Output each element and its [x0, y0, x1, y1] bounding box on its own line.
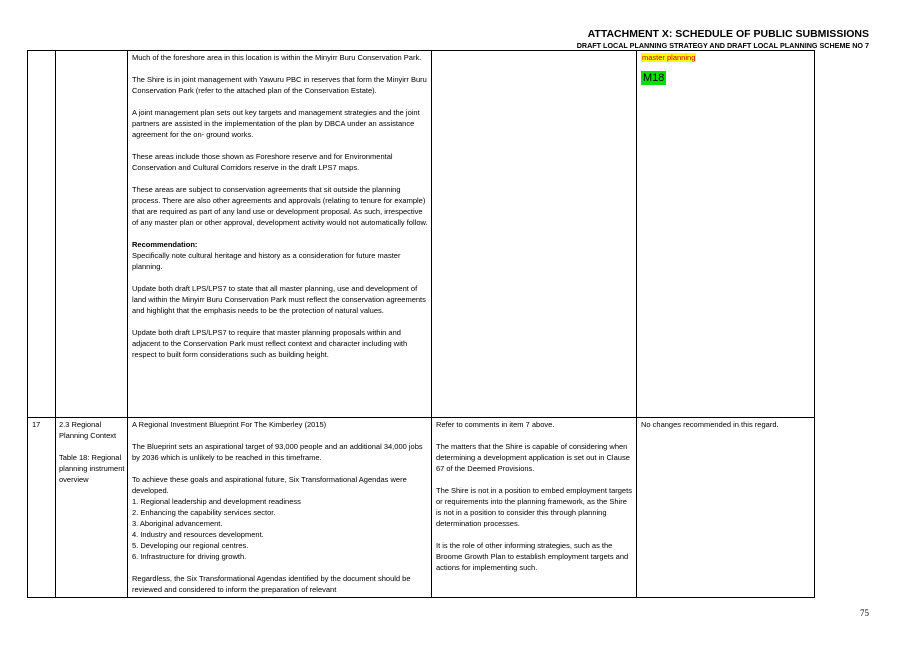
recommendation-paragraph: Update both draft LPS/LPS7 to state that all master planning, use and development of land within the Minyirr Buru Conservation Park must reflect the conservation agreements and highlight that the emphasis needs to be the protection of natural values.	[132, 284, 426, 315]
document-subtitle: DRAFT LOCAL PLANNING STRATEGY AND DRAFT LOCAL PLANNING SCHEME NO 7	[576, 41, 869, 50]
response-paragraph: Refer to comments in item 7 above.	[436, 420, 555, 429]
submission-title: A Regional Investment Blueprint For The Kimberley (2015)	[132, 420, 327, 429]
column-divider	[431, 51, 432, 597]
table-reference: Table 18: Regional planning instrument overview	[59, 453, 125, 484]
submission-paragraph: The Shire is in joint management with Yawuru PBC in reserves that form the Minyirr Buru Conservation Park (refer to the attached plan of the Conservation Estate).	[132, 75, 427, 95]
submission-paragraph: These areas are subject to conservation agreements that sit outside the planning process. There are also other agreements and approvals (relating to tenure for example) that are required as part of any land use or development proposal. As such, irrespective of any master plan or other approval, development activity would not automatically follow.	[132, 185, 428, 227]
column-divider	[127, 51, 128, 597]
item-number: 17	[32, 420, 41, 429]
submission-paragraph: These areas include those shown as Foreshore reserve and for Environmental Conservation and Cultural Corridors reserve in the draft LPS7 maps.	[132, 152, 393, 172]
response-paragraph: The Shire is not in a position to embed employment targets or requirements into the planning framework, as the Shire is not in a position to consider this through planning determination processes.	[436, 486, 632, 528]
section-reference: 2.3 Regional Planning Context	[59, 420, 117, 440]
row-divider	[28, 417, 814, 418]
submission-cell-row2	[132, 419, 428, 595]
recommendation-cell-row1	[641, 52, 811, 85]
agenda-item: 6. Infrastructure for driving growth.	[132, 552, 247, 561]
agenda-item: 2. Enhancing the capability services sector.	[132, 508, 276, 517]
response-cell-row2	[436, 419, 632, 573]
submission-paragraph: To achieve these goals and aspirational future, Six Transformational Agendas were developed.	[132, 475, 407, 495]
submission-paragraph: Much of the foreshore area in this location is within the Minyirr Buru Conservation Park.	[132, 53, 422, 62]
page-number: 75	[860, 608, 869, 618]
recommendation-paragraph: Update both draft LPS/LPS7 to require that master planning proposals within and adjacent to the Conservation Park must reflect context and character including with respect to built form considerations such as building height.	[132, 328, 408, 359]
submission-paragraph: The Blueprint sets an aspirational target of 93,000 people and an additional 34,000 jobs by 2036 which is unlikely to be reached in this timeframe.	[132, 442, 423, 462]
submissions-table	[27, 50, 815, 598]
submission-paragraph: A joint management plan sets out key targets and management strategies and the joint partners are assisted in the implementation of the plan by DBCA under an assistance agreement for the on- ground works.	[132, 108, 420, 139]
agenda-item: 1. Regional leadership and development readiness	[132, 497, 301, 506]
response-paragraph: The matters that the Shire is capable of considering when determining a development application is set out in Clause 67 of the Deemed Provisions.	[436, 442, 630, 473]
agenda-item: 3. Aboriginal advancement.	[132, 519, 223, 528]
recommendation-paragraph: Specifically note cultural heritage and history as a consideration for future master planning.	[132, 251, 401, 271]
document-title: ATTACHMENT X: SCHEDULE OF PUBLIC SUBMISSIONS	[587, 28, 869, 40]
agenda-item: 4. Industry and resources development.	[132, 530, 264, 539]
modification-tag: M18	[643, 72, 665, 84]
agenda-item: 5. Developing our regional centres.	[132, 541, 249, 550]
response-paragraph: It is the role of other informing strategies, such as the Broome Growth Plan to establish employment targets and actions for implementing such.	[436, 541, 629, 572]
column-divider	[636, 51, 637, 597]
column-divider	[55, 51, 56, 597]
submission-paragraph: Regardless, the Six Transformational Agendas identified by the document should be reviewed and considered to inform the preparation of relevant	[132, 574, 411, 594]
submission-cell-row1	[132, 52, 428, 360]
highlighted-text: master planning	[642, 53, 696, 62]
recommendation-heading: Recommendation:	[132, 240, 198, 249]
recommendation-cell-row2: No changes recommended in this regard.	[641, 420, 779, 429]
section-cell	[59, 419, 127, 485]
